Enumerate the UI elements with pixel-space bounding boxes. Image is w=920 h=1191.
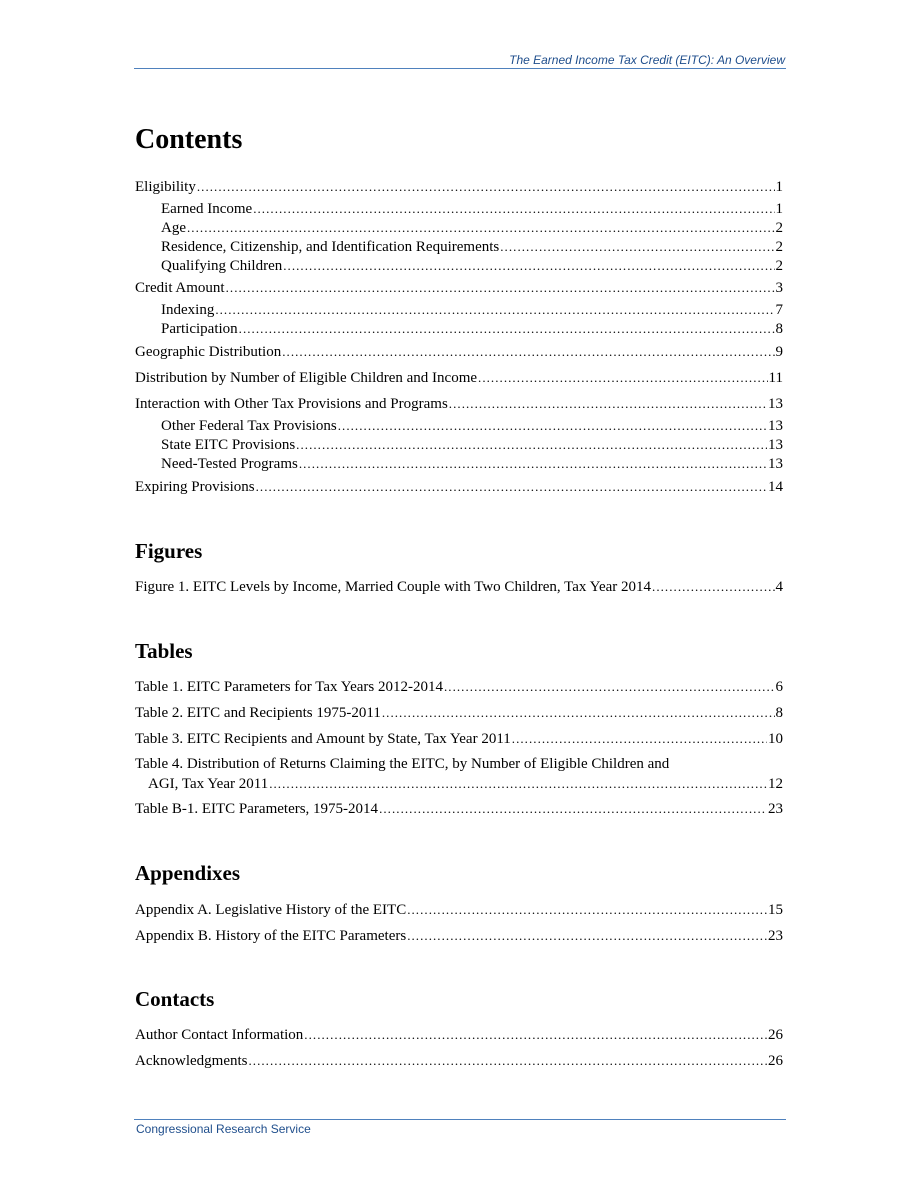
dot-leader	[407, 926, 767, 946]
dot-leader	[296, 435, 767, 455]
toc-entry[interactable]	[135, 342, 783, 362]
toc-label: Appendix A. Legislative History of the EITC	[135, 902, 407, 918]
toc-label: Other Federal Tax Provisions	[161, 418, 337, 434]
dot-leader	[283, 256, 774, 276]
toc-label: Interaction with Other Tax Provisions and Programs	[135, 396, 448, 412]
dot-leader	[444, 677, 775, 697]
contacts-heading: Contacts	[135, 987, 215, 1011]
toc-entry[interactable]	[161, 435, 783, 455]
toc-entry[interactable]	[161, 237, 783, 257]
toc-page: 26	[768, 1027, 783, 1043]
toc-page: 8	[775, 321, 783, 337]
dot-leader	[239, 319, 775, 339]
dot-leader	[282, 342, 774, 362]
toc-page: 8	[775, 705, 783, 721]
toc-entry[interactable]	[135, 900, 783, 920]
toc-entry[interactable]	[135, 477, 783, 497]
dot-leader	[478, 368, 768, 388]
contents-title: Contents	[135, 124, 243, 155]
toc-page: 12	[768, 776, 783, 792]
toc-entry[interactable]	[135, 278, 783, 298]
toc-label: Participation	[161, 321, 238, 337]
dot-leader	[382, 703, 775, 723]
dot-leader	[299, 454, 767, 474]
dot-leader	[379, 799, 767, 819]
toc-entry[interactable]	[135, 677, 783, 697]
toc-entry[interactable]	[135, 1025, 783, 1045]
toc-page: 2	[775, 239, 783, 255]
toc-entry[interactable]	[135, 799, 783, 819]
toc-entry[interactable]	[135, 729, 783, 749]
toc-page: 13	[768, 396, 783, 412]
toc-entry[interactable]	[161, 218, 783, 238]
appendixes-heading: Appendixes	[135, 861, 241, 885]
toc-entry[interactable]	[161, 454, 783, 474]
tables-heading: Tables	[135, 639, 193, 663]
toc-page: 3	[775, 280, 783, 296]
toc-entry[interactable]	[135, 577, 783, 597]
toc-entry[interactable]	[135, 1051, 783, 1071]
toc-label: Table 3. EITC Recipients and Amount by State, Tax Year 2011	[135, 731, 511, 747]
toc-entry[interactable]	[161, 256, 783, 276]
toc-label: Distribution by Number of Eligible Children and Income	[135, 370, 478, 386]
toc-label: Eligibility	[135, 179, 196, 195]
toc-label: Figure 1. EITC Levels by Income, Married Couple with Two Children, Tax Year 2014	[135, 579, 652, 595]
toc-label: Earned Income	[161, 201, 253, 217]
dot-leader	[500, 237, 774, 257]
toc-page: 2	[775, 258, 783, 274]
toc-page: 7	[775, 302, 783, 318]
dot-leader	[253, 199, 774, 219]
toc-label: Age	[161, 220, 186, 236]
toc-entry[interactable]	[135, 926, 783, 946]
running-footer: Congressional Research Service	[136, 1122, 311, 1136]
toc-label: Indexing	[161, 302, 215, 318]
dot-leader	[407, 900, 767, 920]
toc-entry[interactable]	[135, 755, 783, 794]
dot-leader	[652, 577, 774, 597]
dot-leader	[449, 394, 767, 414]
toc-page: 23	[768, 928, 783, 944]
toc-page: 15	[768, 902, 783, 918]
toc-label: Table 1. EITC Parameters for Tax Years 2012-2014	[135, 679, 443, 695]
toc-page: 23	[768, 801, 783, 817]
toc-page: 13	[768, 437, 783, 453]
toc-label: Qualifying Children	[161, 258, 283, 274]
toc-entry[interactable]	[135, 368, 783, 388]
toc-entry[interactable]	[161, 319, 783, 339]
toc-page: 6	[775, 679, 783, 695]
running-header: The Earned Income Tax Credit (EITC): An Overview	[509, 53, 785, 67]
toc-page: 2	[775, 220, 783, 236]
toc-label: Table B-1. EITC Parameters, 1975-2014	[135, 801, 379, 817]
figures-heading: Figures	[135, 539, 203, 563]
footer-rule	[134, 1119, 786, 1120]
toc-label: Geographic Distribution	[135, 344, 282, 360]
dot-leader	[304, 1025, 767, 1045]
dot-leader	[187, 218, 775, 238]
dot-leader	[269, 774, 767, 794]
toc-page: 26	[768, 1053, 783, 1069]
toc-entry[interactable]	[135, 703, 783, 723]
dot-leader	[248, 1051, 767, 1071]
toc-entry[interactable]	[135, 177, 783, 197]
toc-label: Table 4. Distribution of Returns Claiming the EITC, by Number of Eligible Children and	[135, 756, 670, 772]
toc-page: 4	[775, 579, 783, 595]
toc-page: 11	[768, 370, 783, 386]
toc-label: Need-Tested Programs	[161, 456, 298, 472]
toc-page: 14	[768, 479, 783, 495]
dot-leader	[226, 278, 775, 298]
toc-page: 13	[768, 456, 783, 472]
toc-label: Residence, Citizenship, and Identification Requirements	[161, 239, 500, 255]
dot-leader	[215, 300, 774, 320]
toc-entry[interactable]	[161, 416, 783, 436]
toc-label: Credit Amount	[135, 280, 225, 296]
toc-label: Acknowledgments	[135, 1053, 248, 1069]
toc-label: Appendix B. History of the EITC Parameters	[135, 928, 407, 944]
toc-page: 9	[775, 344, 783, 360]
toc-label: Author Contact Information	[135, 1027, 304, 1043]
toc-page: 13	[768, 418, 783, 434]
toc-label: Table 2. EITC and Recipients 1975-2011	[135, 705, 381, 721]
toc-page: 1	[775, 201, 783, 217]
dot-leader	[338, 416, 767, 436]
toc-label: Expiring Provisions	[135, 479, 255, 495]
toc-entry[interactable]	[135, 394, 783, 414]
toc-label: State EITC Provisions	[161, 437, 296, 453]
toc-entry[interactable]	[161, 300, 783, 320]
dot-leader	[256, 477, 767, 497]
header-rule	[134, 68, 786, 69]
toc-label-continued: AGI, Tax Year 2011	[148, 776, 269, 792]
dot-leader	[197, 177, 775, 197]
toc-page: 1	[775, 179, 783, 195]
dot-leader	[512, 729, 767, 749]
toc-entry[interactable]	[161, 199, 783, 219]
toc-page: 10	[768, 731, 783, 747]
